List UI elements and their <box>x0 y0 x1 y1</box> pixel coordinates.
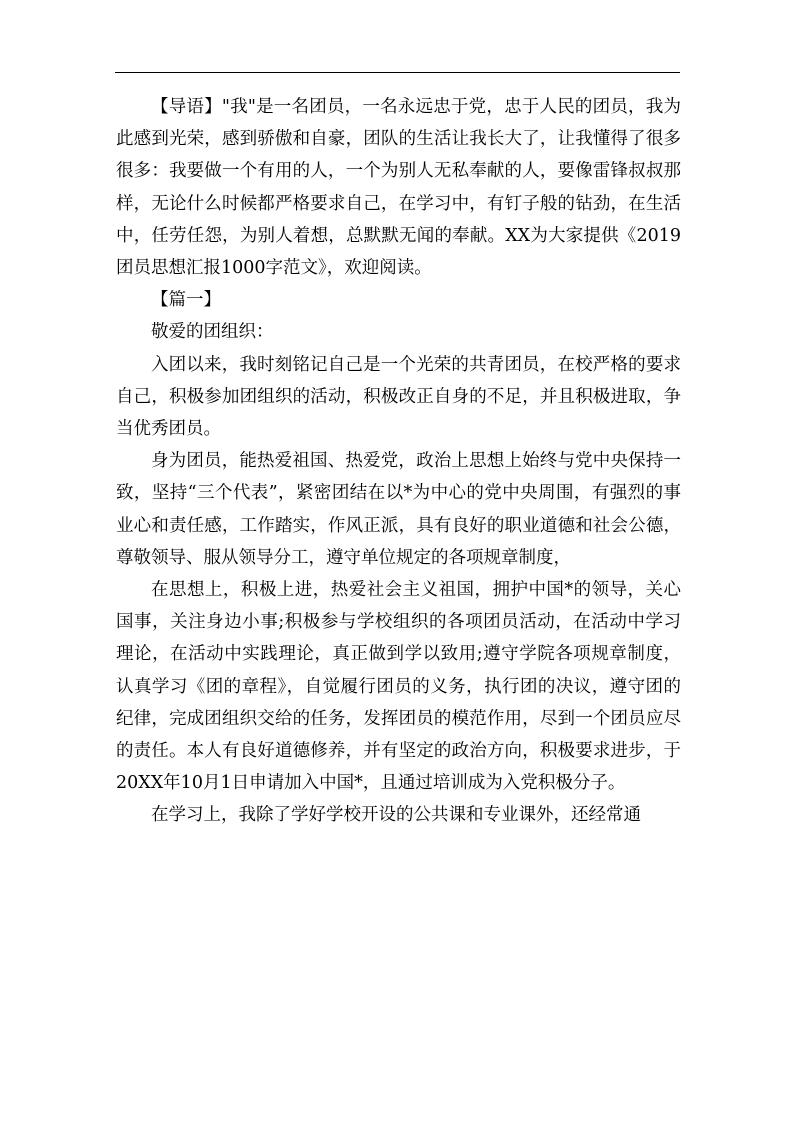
body-paragraph: 入团以来，我时刻铭记自己是一个光荣的共青团员，在校严格的要求自己，积极参加团组织的活动，积极改正自身的不足，并且积极进取，争当优秀团员。 <box>116 354 681 440</box>
header-rule <box>115 72 680 73</box>
section-heading: 【篇一】 <box>151 290 221 311</box>
intro-paragraph: 【导语】"我"是一名团员，一名永远忠于党，忠于人民的团员，我为此感到光荣，感到骄傲和自豪，团队的生活让我长大了，让我懂得了很多很多：我要做一个有用的人，一个为别人无私奉献的人，要像雷锋叔叔那样，无论什么时候都严格要求自己，在学习中，有钉子般的钻劲，在生活中，任劳任怨，为别人着想，总默默无闻的奉献。XX为大家提供《2019团员思想汇报1000字范文》，欢迎阅读。 <box>116 97 681 279</box>
body-paragraph: 在思想上，积极上进，热爱社会主义祖国，拥护中国*的领导，关心国事，关注身边小事;积极参与学校组织的各项团员活动，在活动中学习理论，在活动中实践理论，真正做到学以致用;遵守学院各项规章制度，认真学习《团的章程》，自觉履行团员的义务，执行团的决议，遵守团的纪律，完成团组织交给的任务，发挥团员的模范作用，尽到一个团员应尽的责任。本人有良好道德修养，并有坚定的政治方向，积极要求进步，于20XX年10月1日申请加入中国*，且通过培训成为入党积极分子。 <box>116 580 681 794</box>
body-paragraph: 在学习上，我除了学好学校开设的公共课和专业课外，还经常通 <box>151 805 641 826</box>
salutation: 敬爱的团组织： <box>151 322 274 343</box>
body-paragraph: 身为团员，能热爱祖国、热爱党，政治上思想上始终与党中央保持一致，坚持“三个代表”，紧密团结在以*为中心的党中央周围，有强烈的事业心和责任感，工作踏实，作风正派，具有良好的职业道德和社会公德，尊敬领导、服从领导分工，遵守单位规定的各项规章制度， <box>116 451 681 568</box>
document-body <box>116 91 681 832</box>
